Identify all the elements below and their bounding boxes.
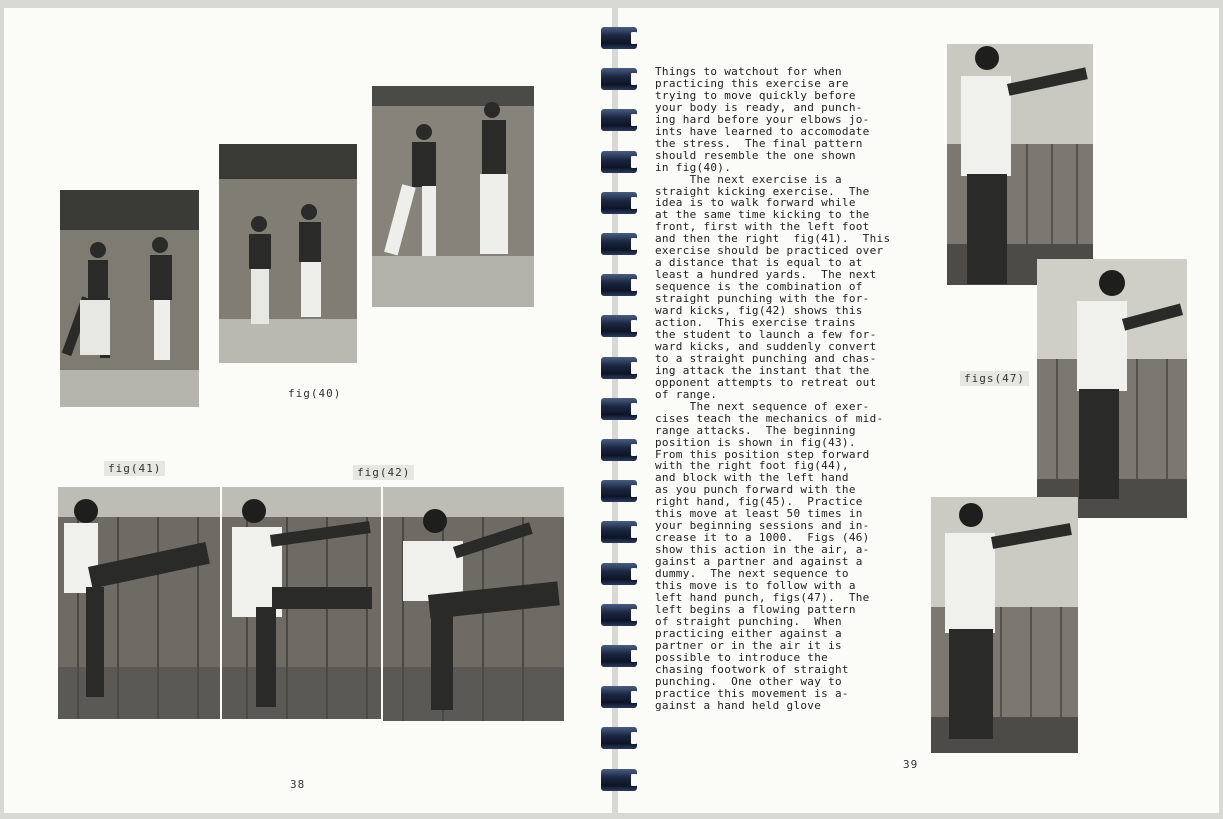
- fig40-photo-1: [60, 190, 199, 407]
- spiral-ring-hole: [631, 568, 637, 580]
- spiral-ring-hole: [631, 238, 637, 250]
- spiral-ring-hole: [631, 650, 637, 662]
- spiral-ring: [599, 727, 639, 749]
- body-text: Things to watchout for when practicing this exercise are trying to move quickly before your body is ready, and punch- ing hard before your elbows jo- ints have learned to accomodate the stress. The final pattern should resemble the one shown in fig(40). The next exercise is a straight kicking exercise. The idea is to walk forward while at the same time kicking to the front, first with the left foot and then the right fig(41). This exercise should be practiced over a distance that is equal to at least a hundred yards. The next sequence is the combination of straight punching with the for- ward kicks, fig(42) shows this action. This exercise trains the student to launch a few for- ward kicks, and suddenly convert to a straight punching and chas- ing attack the instant that the opponent attempts to retreat out of range. The next sequence of exer- cises teach the mechanics of mid- range attacks. The beginning position is shown in fig(43). From this position step forward with the right foot fig(44), and block with the left hand as you punch forward with the right hand, fig(45). Practice this move at least 50 times in your beginning sessions and in- crease it to a 1000. Figs (46) show this action in the air, a- gainst a partner and against a dummy. The next sequence to this move is to follow with a left hand punch, figs(47). The left begins a flowing pattern of straight punching. When practicing either against a partner or in the air it is possible to introduce the chasing footwork of straight punching. One other way to practice this movement is a- gainst a hand held glove: [655, 65, 891, 712]
- spiral-ring-hole: [631, 526, 637, 538]
- fig40-photo-3: [372, 86, 534, 307]
- fig41-caption: fig(41): [104, 461, 165, 476]
- fig41-photo-2: [222, 487, 381, 719]
- figs47-caption: figs(47): [960, 371, 1029, 386]
- spiral-ring: [599, 151, 639, 173]
- spiral-ring: [599, 480, 639, 502]
- spiral-ring-hole: [631, 444, 637, 456]
- fig42-caption: fig(42): [353, 465, 414, 480]
- spiral-ring-hole: [631, 732, 637, 744]
- spiral-ring: [599, 315, 639, 337]
- fig47-photo-2: [1037, 259, 1187, 518]
- spiral-ring: [599, 398, 639, 420]
- spiral-ring: [599, 686, 639, 708]
- spiral-ring: [599, 563, 639, 585]
- spiral-ring: [599, 439, 639, 461]
- spiral-ring-hole: [631, 362, 637, 374]
- spiral-ring: [599, 192, 639, 214]
- spiral-ring-hole: [631, 609, 637, 621]
- spiral-ring: [599, 357, 639, 379]
- spiral-ring: [599, 521, 639, 543]
- spiral-ring-hole: [631, 73, 637, 85]
- fig42-photo: [383, 487, 564, 721]
- fig40-caption: fig(40): [288, 387, 342, 400]
- fig40-photo-2: [219, 144, 357, 363]
- spiral-ring-hole: [631, 197, 637, 209]
- spiral-ring-hole: [631, 114, 637, 126]
- fig47-photo-3: [931, 497, 1078, 753]
- spiral-ring-hole: [631, 156, 637, 168]
- spiral-ring: [599, 27, 639, 49]
- page-number-right: 39: [903, 758, 919, 771]
- spiral-ring-hole: [631, 32, 637, 44]
- spiral-ring-hole: [631, 774, 637, 786]
- fig41-photo-1: [58, 487, 220, 719]
- spiral-ring: [599, 68, 639, 90]
- spiral-ring: [599, 604, 639, 626]
- spiral-ring-hole: [631, 485, 637, 497]
- spiral-ring: [599, 233, 639, 255]
- page-number-left: 38: [290, 778, 306, 791]
- fig47-photo-1: [947, 44, 1093, 285]
- spiral-ring: [599, 274, 639, 296]
- spiral-ring: [599, 769, 639, 791]
- spiral-ring-hole: [631, 279, 637, 291]
- spiral-ring: [599, 645, 639, 667]
- spiral-ring-hole: [631, 403, 637, 415]
- spiral-ring-hole: [631, 320, 637, 332]
- spiral-ring: [599, 109, 639, 131]
- spiral-ring-hole: [631, 691, 637, 703]
